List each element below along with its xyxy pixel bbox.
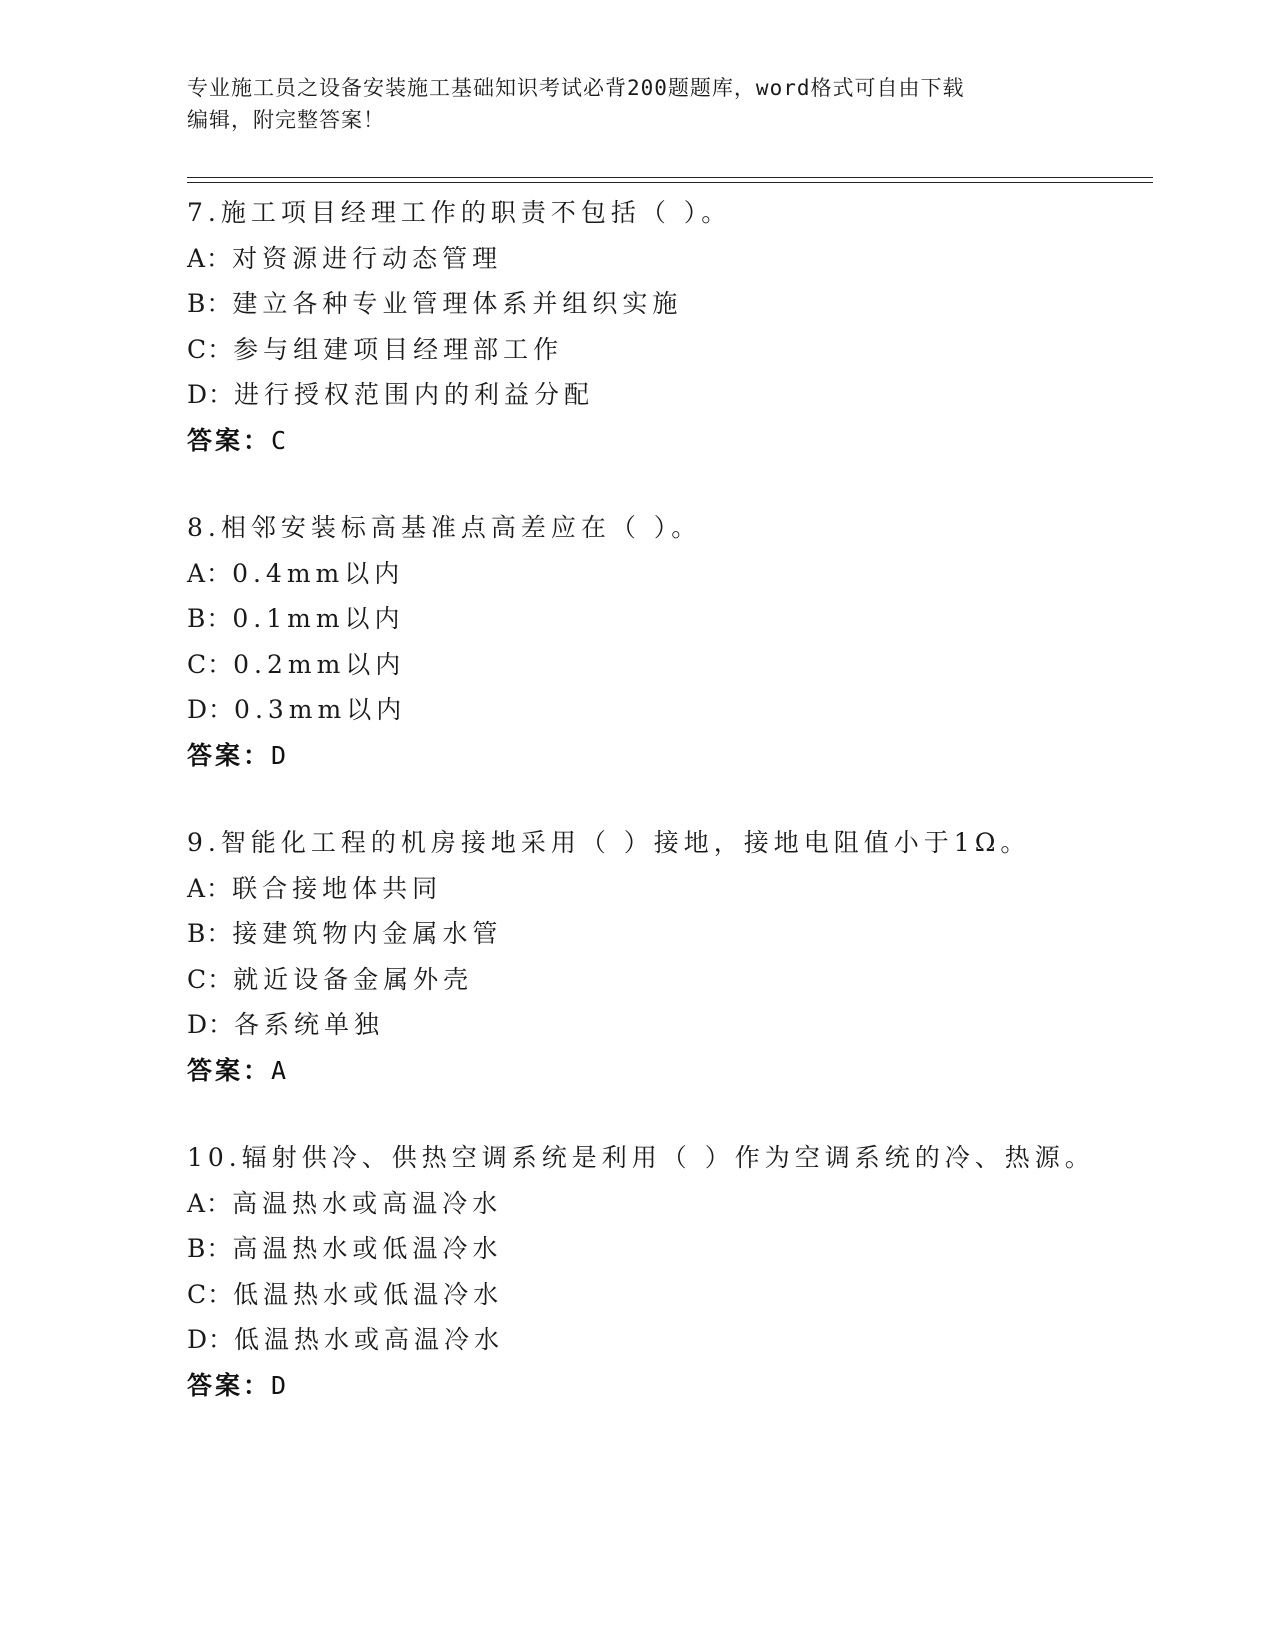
option-b: [187, 281, 1147, 327]
option-key: B：: [187, 1234, 233, 1263]
question-item: [187, 505, 1147, 778]
option-key: A：: [187, 558, 233, 588]
option-b: [187, 1226, 1147, 1272]
option-key: A：: [187, 873, 233, 903]
option-text: 参与组建项目经理部工作: [233, 334, 564, 364]
answer-label: 答案：: [187, 425, 272, 455]
option-b: [187, 596, 1147, 642]
option-key: B：: [187, 919, 233, 948]
answer-label: 答案：: [187, 1055, 272, 1085]
question-item: [187, 1135, 1147, 1408]
option-key: D：: [187, 1010, 235, 1039]
option-key: A：: [187, 1188, 233, 1218]
option-d: [187, 1317, 1147, 1363]
question-stem: 9.智能化工程的机房接地采用（ ）接地，接地电阻值小于1Ω。: [187, 828, 1031, 857]
option-text: 0.3mm以内: [234, 695, 407, 724]
option-text: 0.1mm以内: [232, 604, 405, 633]
option-text: 就近设备金属外壳: [233, 964, 474, 994]
option-text: 进行授权范围内的利益分配: [234, 380, 595, 409]
option-text: 对资源进行动态管理: [232, 243, 503, 273]
option-a: [187, 551, 1147, 597]
option-a: [187, 236, 1147, 282]
option-key: D：: [187, 380, 235, 409]
option-c: [187, 1272, 1147, 1318]
answer-label: 答案：: [187, 1370, 272, 1400]
question-item: [187, 190, 1147, 463]
option-key: C：: [187, 1279, 234, 1309]
answer-line: [187, 418, 1147, 464]
answer-label: 答案：: [187, 740, 272, 770]
option-text: 接建筑物内金属水管: [232, 919, 503, 948]
option-a: [187, 1181, 1147, 1227]
question-stem: 10.辐射供冷、供热空调系统是利用（ ）作为空调系统的冷、热源。: [187, 1143, 1095, 1172]
header-divider-bottom: [187, 182, 1153, 183]
option-text: 0.4mm以内: [232, 558, 405, 588]
answer-value: D: [271, 740, 289, 770]
answer-value: D: [271, 1370, 289, 1400]
option-key: B：: [187, 289, 233, 318]
option-text: 高温热水或低温冷水: [232, 1234, 503, 1263]
option-text: 高温热水或高温冷水: [232, 1188, 503, 1218]
option-c: [187, 642, 1147, 688]
option-text: 0.2mm以内: [233, 649, 406, 679]
option-text: 建立各种专业管理体系并组织实施: [232, 289, 683, 318]
document-header: [187, 72, 1087, 136]
option-text: 联合接地体共同: [232, 873, 443, 903]
option-key: C：: [187, 964, 234, 994]
header-divider-top: [187, 177, 1153, 178]
option-d: [187, 687, 1147, 733]
question-list: [187, 190, 1147, 1450]
option-d: [187, 372, 1147, 418]
answer-line: [187, 1363, 1147, 1409]
option-text: 各系统单独: [234, 1010, 385, 1039]
answer-value: C: [271, 425, 289, 455]
answer-line: [187, 733, 1147, 779]
option-key: A：: [187, 243, 233, 273]
question-stem: 8.相邻安装标高基准点高差应在（ ）。: [187, 513, 702, 542]
question-item: [187, 820, 1147, 1093]
question-stem: 7.施工项目经理工作的职责不包括（ ）。: [187, 198, 732, 227]
option-c: [187, 957, 1147, 1003]
option-key: D：: [187, 695, 235, 724]
option-c: [187, 327, 1147, 373]
option-text: 低温热水或高温冷水: [234, 1325, 505, 1354]
option-b: [187, 911, 1147, 957]
option-key: D：: [187, 1325, 235, 1354]
option-key: B：: [187, 604, 233, 633]
answer-line: [187, 1048, 1147, 1094]
option-key: C：: [187, 334, 234, 364]
option-a: [187, 866, 1147, 912]
header-title-line-1: 专业施工员之设备安装施工基础知识考试必背200题题库，word格式可自由下载: [187, 76, 965, 100]
answer-value: A: [271, 1055, 289, 1085]
option-text: 低温热水或低温冷水: [233, 1279, 504, 1309]
option-d: [187, 1002, 1147, 1048]
header-title-line-2: 编辑，附完整答案！: [187, 108, 385, 132]
option-key: C：: [187, 649, 234, 679]
